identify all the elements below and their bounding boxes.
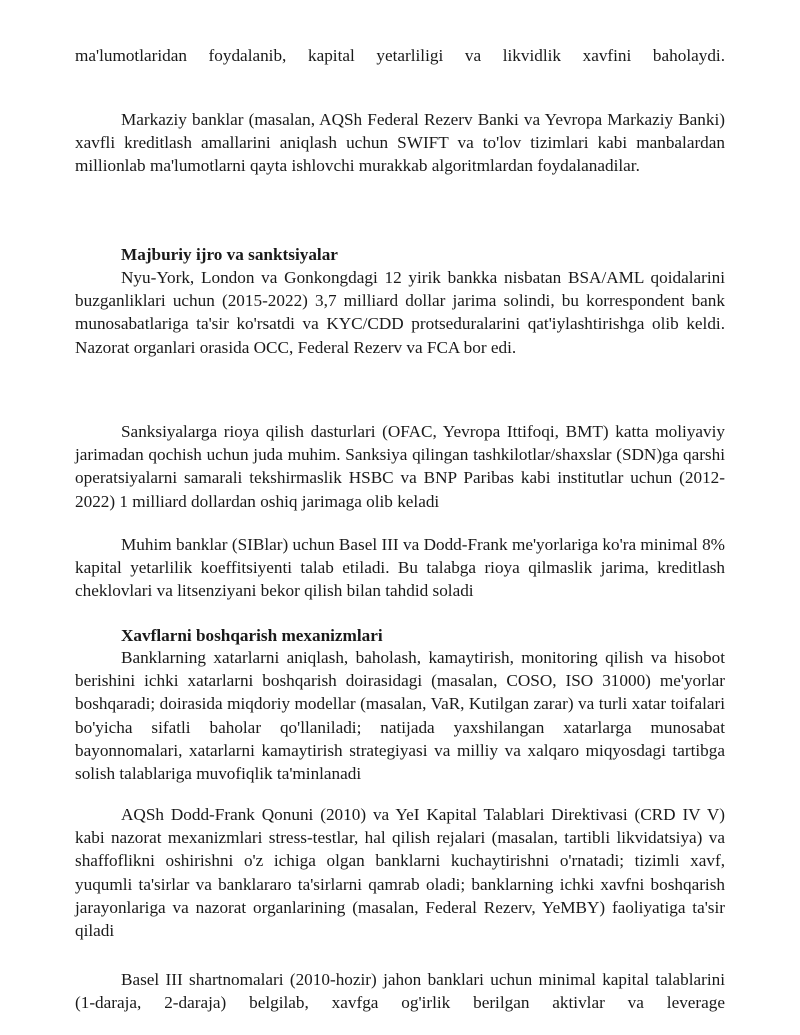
paragraph-basel-iii: Basel III shartnomalari (2010-hozir) jahon banklari uchun minimal kapital talablarini (1-daraja, 2-daraja) belgilab, xavfga og'irlik berilgan aktivlar va leverage [75,970,725,1013]
paragraph-central-banks: Markaziy banklar (masalan, AQSh Federal Rezerv Banki va Yevropa Markaziy Banki) xavfli kreditlash amallarini aniqlash uchun SWIFT va to'lov tizimlari kabi manbalardan millionlab ma'lumotlarni qayta ishlovchi murakkab algoritmlardan foydalanadilar. [75,110,725,176]
heading-risk-management: Xavflarni boshqarish mexanizmlari [121,626,383,645]
paragraph-continuation: ma'lumotlaridan foydalanib, kapital yetarliligi va likvidlik xavfini baholaydi. [75,46,725,65]
paragraph-sanctions-compliance: Sanksiyalarga rioya qilish dasturlari (OFAC, Yevropa Ittifoqi, BMT) katta moliyaviy jarimadan qochish uchun juda muhim. Sanksiya qilingan tashkilotlar/shaxslar (SDN)ga qarshi operatsiyalarni samarali tekshirmaslik HSBC va BNP Paribas kabi institutlar uchun (2012-2022) 1 milliard dollardan oshiq jarimaga olib keladi [75,422,725,511]
paragraph-capital-adequacy: Muhim banklar (SIBlar) uchun Basel III va Dodd-Frank me'yorlariga ko'ra minimal 8% kapital yetarlilik koeffitsiyenti talab etiladi. Bu talabga rioya qilmaslik jarima, kreditlash cheklovlari va litsenziyani bekor qilish bilan tahdid soladi [75,535,725,601]
paragraph-bsa-aml-fines: Nyu-York, London va Gonkongdagi 12 yirik bankka nisbatan BSA/AML qoidalarini buzganliklari uchun (2015-2022) 3,7 milliard dollar jarima solindi, bu korrespondent bank munosabatlariga ta'sir ko'rsatdi va KYC/CDD protseduralarini qat'iylashtirishga olib keldi. Nazorat organlari orasida OCC, Federal Rezerv va FCA bor edi. [75,268,725,357]
heading-enforcement-sanctions: Majburiy ijro va sanktsiyalar [121,245,338,264]
paragraph-dodd-frank-crd: AQSh Dodd-Frank Qonuni (2010) va YeI Kapital Talablari Direktivasi (CRD IV V) kabi nazorat mexanizmlari stress-testlar, hal qilish rejalari (masalan, tartibli likvidatsiya) va shaffoflikni oshirishni o'z ichiga olgan banklarni kuchaytirishni o'rnatadi; tizimli xavf, yuqumli ta'sirlar va banklararo ta'sirlarni qamrab oladi; banklarning ichki xavfni boshqarish jarayonlariga va nazorat organlarining (masalan, Federal Rezerv, YeMBY) faoliyatiga ta'sir qiladi [75,805,725,941]
paragraph-internal-risk-frameworks: Banklarning xatarlarni aniqlash, baholash, kamaytirish, monitoring qilish va hisobot berishini ichki xatarlarni boshqarish doirasidagi (masalan, COSO, ISO 31000) me'yorlar boshqaradi; doirasida miqdoriy modellar (masalan, VaR, Kutilgan zarar) va turli xatar toifalari bo'yicha sifatli baholar qo'llaniladi; natijada yaxshilangan xatarlarga munosabat bayonnomalari, xatarlarni kamaytirish strategiyasi va milliy va xalqaro miqyosdagi tartibga solish talablariga muvofiqlik ta'minlanadi [75,648,725,784]
